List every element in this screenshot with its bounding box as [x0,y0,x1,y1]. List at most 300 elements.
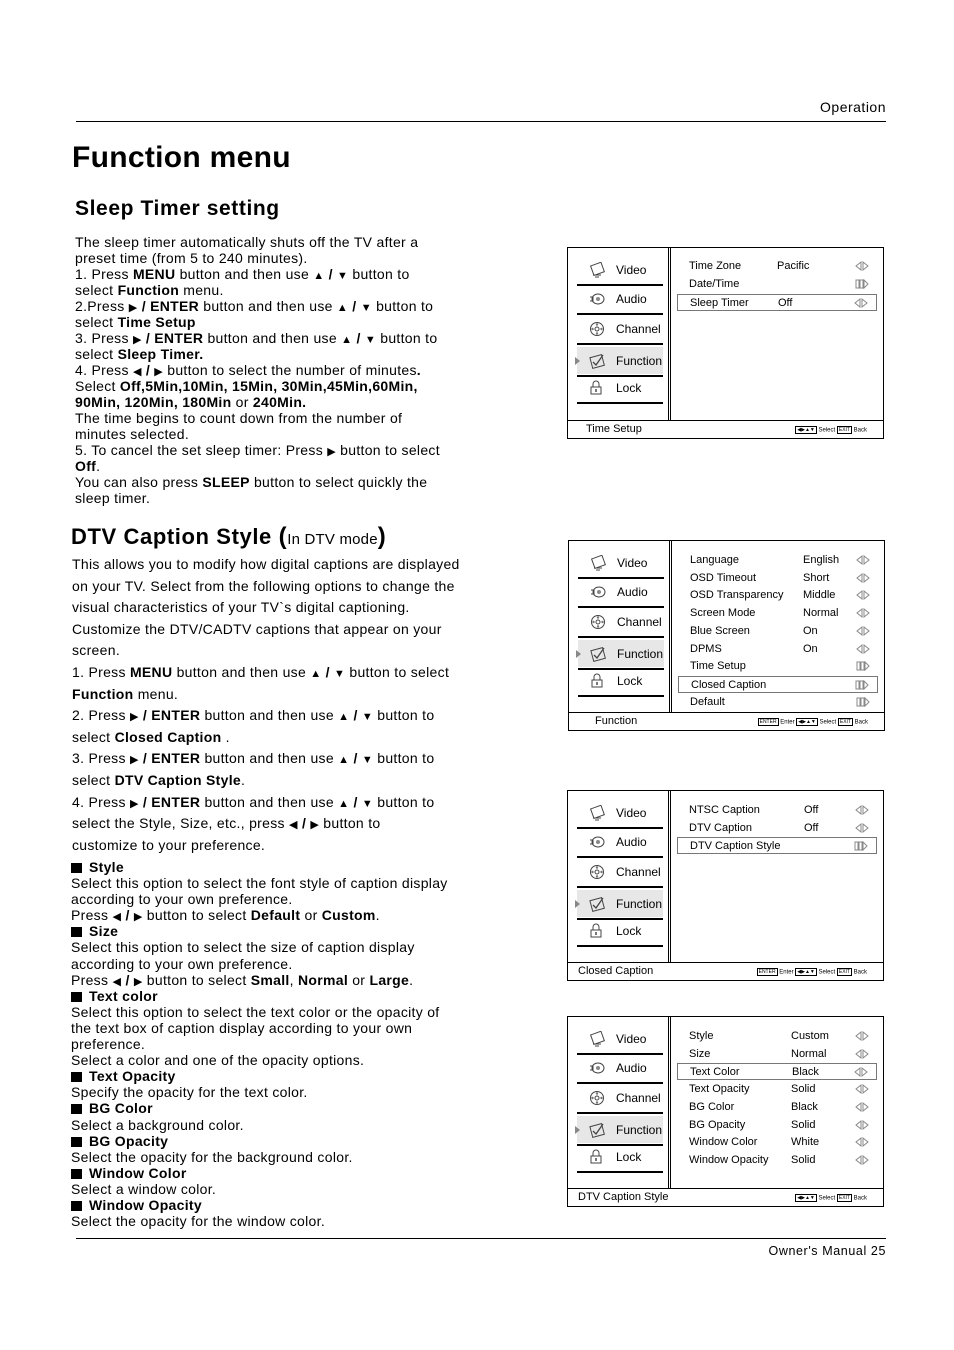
tv-menu-option-row[interactable] [677,1046,877,1063]
text-segment: Function [117,282,180,298]
text-segment: ▼ [361,797,374,810]
tv-menu-tab-label: Lock [616,924,642,938]
tv-menu-option-value: White [791,1136,820,1149]
tv-menu-option-value: Off [778,297,793,309]
selection-arrow-icon [575,1126,580,1134]
tv-menu-option-label: BG Opacity [689,1118,746,1131]
tv-menu-option-row[interactable] [678,605,878,622]
text-segment: on your TV. Select from the following options to change the [72,577,455,594]
text-segment: / [141,362,155,378]
tv-menu-tab-channel[interactable] [578,608,664,635]
text-segment: Select a color and one of the opacity options. [71,1052,365,1069]
text-segment: 90Min, 120Min, 180Min [75,394,232,410]
tv-menu-tab-channel[interactable] [577,858,663,885]
text-segment: button and then use [199,298,337,314]
text-segment: button to [371,298,434,314]
lock-icon [589,1149,605,1165]
text-segment: / ENTER [138,793,201,810]
video-icon [590,555,606,571]
dtv-option-line [71,1036,448,1052]
text-segment: 4. Press [72,793,130,810]
tv-menu-option-row[interactable] [678,587,878,604]
tv-menu-option-label: DTV Caption Style [690,840,781,852]
dtv-caption-line [72,792,460,814]
square-bullet-icon [71,1072,82,1082]
text-segment: SLEEP [202,474,250,490]
dtv-option-line [71,939,448,955]
text-segment: or [300,907,322,924]
text-segment: button and then use [200,750,339,767]
tv-menu-tab-underline [578,695,664,697]
text-segment: Press [71,971,113,988]
tv-menu-tab-video[interactable] [577,799,663,826]
text-segment: button to select [142,907,251,924]
tv-menu-tab-video[interactable] [578,549,664,576]
tv-menu-option-row[interactable] [677,1117,877,1134]
tv-menu-tab-video[interactable] [577,256,663,283]
tv-menu-option-row[interactable] [678,641,878,658]
sleep-timer-line [75,426,440,442]
text-segment: Custom [321,907,376,924]
text-segment: Default [250,907,301,924]
dtv-option-line [71,1117,448,1133]
tv-menu-option-row[interactable] [677,1028,877,1045]
tv-menu-option-label: Text Color [690,1066,740,1079]
text-segment: ◀ [289,819,298,832]
left-right-arrow-icon [855,1049,869,1059]
audio-icon [589,291,605,307]
text-segment: ▶ [327,446,336,458]
tv-menu-footer [568,423,883,437]
tv-menu-divider [668,1017,671,1188]
tv-menu-tab-lock[interactable] [577,917,663,944]
tv-menu-option-label: Closed Caption [691,678,767,691]
tv-menu-tab-label: Audio [616,1061,647,1075]
sleep-timer-line [75,330,440,346]
video-icon [589,805,605,821]
text-segment: button and then use [200,793,339,810]
tv-menu-option-row[interactable] [677,1134,877,1151]
tv-menu-footer-rule [568,420,883,421]
tv-menu-option-row[interactable] [678,676,878,693]
text-segment: The time begins to count down from the number of [75,410,403,426]
tv-menu-option-label: Date/Time [689,278,740,290]
tv-menu-option-row[interactable] [677,1063,877,1080]
tv-menu-tab-underline [578,636,664,638]
footer-rule [76,1238,886,1239]
remote-key-hint-label: Select [816,1195,837,1202]
dtv-option-line [71,1084,448,1100]
tv-menu-option-label: Window Opacity [689,1153,769,1166]
tv-menu-tab-underline [577,945,663,947]
tv-menu-footer-rule [568,962,883,963]
tv-menu-key-hints [758,718,868,726]
sleep-timer-line [75,442,440,458]
sleep-timer-line [75,362,440,378]
tv-menu-option-value: Pacific [777,260,810,272]
text-segment: Select this option to select the font style of caption display [71,875,448,892]
tv-menu-tab-label: Audio [617,585,648,599]
sleep-timer-text [75,234,440,506]
remote-key-icon: ENTER [759,719,777,725]
text-segment: Window Color [89,1164,187,1181]
text-segment: Large [369,971,410,988]
text-segment: DTV Caption Style [114,771,242,788]
tv-menu-tab-underline [577,1112,663,1114]
text-segment: , [289,971,298,988]
left-right-arrow-icon [855,1102,869,1112]
text-segment: ▶ [310,819,320,832]
text-segment: Press [71,907,113,924]
remote-key-hint-label: Back [852,719,868,726]
header-rule [76,121,886,122]
dtv-option-line [71,1165,448,1181]
text-segment: 3. Press [72,750,130,767]
dtv-caption-line [72,813,460,835]
text-segment: button to select [335,442,440,458]
tv-menu-footer [568,1191,883,1205]
sleep-timer-line [75,266,440,282]
tv-menu-option-label: Screen Mode [690,607,756,620]
tv-menu-option-label: Time Zone [689,260,742,272]
text-segment: Select the opacity for the window color. [71,1213,326,1230]
text-segment: button and then use [200,707,339,724]
tv-menu-option-value: Solid [791,1083,816,1096]
text-segment: or [348,971,370,988]
text-segment: 5. To cancel the set sleep timer: Press [75,442,328,458]
remote-key-icon: ◀▶▲▼ [797,1195,815,1201]
text-segment: 1. Press [72,663,130,680]
tv-menu-option-row[interactable] [678,552,878,569]
dtv-option-line [71,1020,448,1036]
text-segment: / [352,330,365,346]
tv-menu-option-label: Language [690,554,739,566]
tv-menu-option-row[interactable] [677,294,877,311]
left-right-arrow-icon [856,555,870,565]
text-segment: Specify the opacity for the text color. [71,1084,308,1101]
tv-menu-option-row[interactable] [677,820,877,837]
text-segment: ▲ [341,334,353,346]
square-bullet-icon [71,1137,82,1147]
remote-key-hint-label: Back [851,969,867,976]
channel-icon [589,864,605,880]
square-bullet-icon [71,927,82,937]
text-segment: / ENTER [138,750,201,767]
tv-menu-tab-lock[interactable] [578,667,664,694]
text-segment: button to select [345,663,450,680]
text-segment: ▲ [313,270,325,282]
text-segment: / [349,750,362,767]
sleep-timer-line [75,490,440,506]
remote-key-hint-label: Back [851,427,867,434]
left-right-arrow-icon [856,573,870,583]
tv-menu-option-value: Short [803,571,830,584]
tv-menu-dtv-caption-style [567,1016,884,1207]
tv-menu-closed-caption [567,790,884,981]
tv-menu-tab-label: Channel [616,322,661,336]
text-segment: / ENTER [137,298,200,314]
text-segment: / ENTER [141,330,204,346]
channel-icon [590,614,606,630]
left-right-arrow-icon [855,1084,869,1094]
text-segment: menu. [179,282,224,298]
text-segment: / [121,971,134,988]
text-segment: select [75,346,118,362]
tv-menu-option-label: DTV Caption [689,821,752,834]
text-segment: minutes selected. [75,426,190,442]
tv-menu-tab-function[interactable] [578,640,664,667]
remote-key-hint-label: Select [816,969,837,976]
text-segment: button to [373,707,435,724]
sleep-timer-line [75,298,440,314]
text-segment: Sleep Timer. [117,346,204,362]
tv-menu-option-row[interactable] [677,258,877,275]
dtv-option-line [71,875,448,891]
remote-key-icon: ◀▶▲▼ [797,427,815,433]
text-segment: ▶ [154,366,164,378]
text-segment: / [348,298,361,314]
tv-menu-option-row[interactable] [678,623,878,640]
text-segment: button and then use [175,266,314,282]
tv-menu-option-value: English [803,554,840,566]
text-segment: preset time (from 5 to 240 minutes). [75,250,308,266]
tv-menu-tab-label: Function [617,647,664,661]
tv-menu-tab-label: Video [616,806,647,820]
dtv-option-line [71,1197,448,1213]
tv-menu-option-value: On [803,642,818,655]
dtv-caption-line [72,597,460,619]
dtv-option-line [71,988,448,1004]
text-segment: ▼ [361,711,374,724]
tv-menu-option-value: Off [804,821,819,834]
text-segment: / [297,815,311,832]
tv-menu-option-value: Black [791,1100,818,1113]
text-segment: button to select [142,971,251,988]
left-right-arrow-icon [855,1155,869,1165]
text-segment: / ENTER [138,707,201,724]
text-segment: ▼ [364,334,377,346]
text-segment: Select this option to select the size of caption display [71,939,415,956]
tv-menu-tab-video[interactable] [577,1025,663,1052]
text-segment: button to select quickly the [249,474,428,490]
text-segment: Select a background color. [71,1116,244,1133]
text-segment: Closed Caption [114,728,222,745]
text-segment: ▶ [133,911,143,924]
tv-menu-option-label: Default [690,695,725,708]
selection-arrow-icon [575,357,580,365]
dtv-caption-line [72,770,460,792]
left-right-arrow-icon [855,1031,869,1041]
tv-menu-option-row[interactable] [678,658,878,675]
tv-menu-option-row[interactable] [677,1099,877,1116]
tv-menu-footer [568,965,883,979]
tv-menu-footer-title: Time Setup [586,423,642,435]
text-segment: Select a window color. [71,1180,217,1197]
text-segment: ▲ [338,754,350,767]
text-segment: screen. [72,642,121,659]
function-icon [590,646,606,662]
tv-menu-tab-label: Video [616,263,647,277]
text-segment: / [324,266,337,282]
tv-menu-option-label: Text Opacity [689,1083,750,1096]
tv-menu-tab-label: Audio [616,292,647,306]
enter-arrow-icon [856,697,870,707]
text-segment: Select [75,378,120,394]
dtv-caption-line [72,619,460,641]
text-segment: button to [373,750,435,767]
left-right-arrow-icon [855,1120,869,1130]
tv-menu-option-row[interactable] [677,802,877,819]
sleep-timer-line [75,394,440,410]
tv-menu-option-label: Style [689,1030,714,1042]
dtv-caption-line [72,554,460,576]
footer-page-label: Owner's Manual 25 [768,1244,886,1258]
dtv-option-line [71,1149,448,1165]
tv-menu-tab-label: Channel [616,1091,661,1105]
tv-menu-option-row[interactable] [677,1081,877,1098]
text-segment: This allows you to modify how digital captions are displayed [72,556,460,572]
tv-menu-footer-rule [568,1188,883,1189]
text-segment: button to [319,815,381,832]
tv-menu-option-row[interactable] [678,570,878,587]
tv-menu-tab-channel[interactable] [577,1084,663,1111]
text-segment: visual characteristics of your TV`s digital captioning. [72,599,410,616]
remote-key-hint-label: Enter [777,969,796,976]
tv-menu-divider [668,791,671,962]
text-segment: ▼ [361,754,374,767]
text-segment: Off [75,458,97,474]
dtv-option-line [71,1004,448,1020]
dtv-option-line [71,1133,448,1149]
text-segment: Normal [297,971,349,988]
tv-menu-tab-label: Channel [616,865,661,879]
sleep-timer-heading: Sleep Timer setting [75,197,280,220]
text-segment: . [375,907,380,924]
page-title: Function menu [72,141,291,174]
lock-icon [589,923,605,939]
lock-icon [590,673,606,689]
remote-key-hint-label: Enter [778,719,797,726]
tv-menu-tab-label: Audio [616,835,647,849]
remote-key-icon: EXIT [838,427,850,433]
video-icon [589,1031,605,1047]
remote-key-icon: ◀▶▲▼ [798,719,816,725]
tv-menu-option-value: Off [804,804,819,816]
text-segment: / [349,793,362,810]
text-segment: 2. Press [72,707,130,724]
remote-key-hint-label: Select [817,719,838,726]
channel-icon [589,321,605,337]
tv-menu-option-label: Blue Screen [690,624,750,637]
tv-menu-option-row[interactable] [678,694,878,711]
sleep-timer-line [75,474,440,490]
tv-menu-option-row[interactable] [677,276,877,293]
text-segment: button and then use [172,663,311,680]
paren-close: ) [377,523,387,550]
sleep-timer-line [75,410,440,426]
tv-menu-key-hints [757,968,867,976]
tv-menu-tab-lock[interactable] [577,374,663,401]
dtv-option-line [71,859,448,875]
tv-menu-option-label: Window Color [689,1136,758,1149]
text-segment: customize to your preference. [72,836,266,853]
dtv-option-line [71,972,448,988]
remote-key-hint-label: Back [851,1195,867,1202]
tv-menu-tab-function[interactable] [577,1116,663,1143]
tv-menu-option-value: Black [792,1066,819,1079]
tv-menu-tab-label: Function [616,354,663,368]
text-segment: BG Opacity [89,1132,169,1149]
text-segment: 1. Press [75,266,133,282]
tv-menu-footer-rule [569,712,884,713]
text-segment: . [96,458,101,474]
tv-menu-tab-audio[interactable] [578,578,664,605]
tv-menu-option-value: On [803,624,818,637]
text-segment: ▶ [128,302,138,314]
text-segment: select [72,728,115,745]
tv-menu-footer-title: Function [595,715,638,727]
text-segment: select [75,314,118,330]
tv-menu-tab-audio[interactable] [577,285,663,312]
text-segment: ▶ [129,797,139,810]
tv-menu-tab-label: Video [617,556,648,570]
text-segment: select [72,771,115,788]
text-segment: . [221,728,230,745]
text-segment: 240Min. [252,394,307,410]
left-right-arrow-icon [855,1137,869,1147]
square-bullet-icon [71,992,82,1002]
tv-menu-footer [569,715,884,729]
function-icon [589,896,605,912]
tv-menu-option-row[interactable] [677,837,877,854]
tv-menu-tab-audio[interactable] [577,1054,663,1081]
audio-icon [589,1060,605,1076]
text-segment: ◀ [112,911,122,924]
tv-menu-divider [669,541,672,712]
selection-arrow-icon [576,650,581,658]
text-segment: button to select the number of minutes [163,362,417,378]
tv-menu-tab-audio[interactable] [577,828,663,855]
text-segment: Time Setup [117,314,196,330]
text-segment: Customize the DTV/CADTV captions that appear on your [72,620,442,637]
tv-menu-tab-lock[interactable] [577,1143,663,1170]
text-segment: button and then use [203,330,342,346]
tv-menu-option-value: Normal [803,607,839,620]
tv-menu-key-hints [795,1194,867,1202]
text-segment: Size [89,923,119,940]
tv-menu-option-row[interactable] [677,1152,877,1169]
left-right-arrow-icon [855,823,869,833]
dtv-caption-line [72,835,460,857]
tv-menu-divider [668,248,671,420]
tv-menu-tab-channel[interactable] [577,315,663,342]
dtv-option-line [71,923,448,939]
tv-menu-tab-function[interactable] [577,890,663,917]
tv-menu-tab-label: Channel [617,615,662,629]
text-segment: MENU [132,266,176,282]
square-bullet-icon [71,1104,82,1114]
tv-menu-tab-function[interactable] [577,347,663,374]
text-segment: ▶ [129,711,139,724]
dtv-option-line [71,1213,448,1229]
sleep-timer-line [75,458,440,474]
text-segment: according to your own preference. [71,955,293,972]
dtv-option-line [71,1181,448,1197]
text-segment: menu. [133,685,179,702]
left-right-arrow-icon [854,1067,868,1077]
tv-menu-time-setup [567,247,884,439]
left-right-arrow-icon [856,644,870,654]
